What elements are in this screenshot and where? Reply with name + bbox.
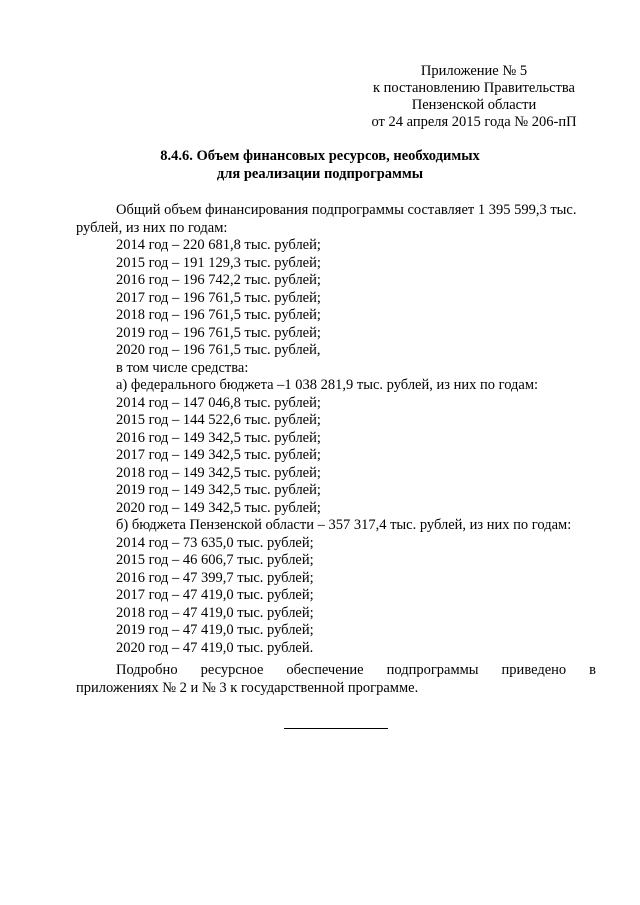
regional-year-line: 2020 год – 47 419,0 тыс. рублей. (116, 639, 314, 656)
regional-year-line: 2017 год – 47 419,0 тыс. рублей; (116, 587, 314, 603)
federal-year-line: 2017 год – 149 342,5 тыс. рублей; (116, 447, 321, 463)
appendix-date: от 24 апреля 2015 года № 206-пП (371, 114, 577, 130)
appendix-region: Пензенской области (411, 97, 537, 113)
intro-line: Общий объем финансирования подпрограммы составляет 1 395 599,3 тыс. (116, 202, 577, 218)
appendix-header (354, 63, 594, 131)
section-title-line-1: 8.4.6. Объем финансовых ресурсов, необходимых (160, 148, 480, 164)
closing-line-2: приложениях № 2 и № 3 к государственной программе. (76, 679, 419, 696)
appendix-number: Приложение № 5 (420, 63, 528, 79)
federal-year-line: 2015 год – 144 522,6 тыс. рублей; (116, 412, 321, 428)
section-title (0, 147, 640, 183)
total-year-line: 2019 год – 196 761,5 тыс. рублей; (116, 324, 321, 341)
total-year-line: 2014 год – 220 681,8 тыс. рублей; (116, 237, 321, 253)
financing-text (76, 202, 596, 657)
total-year-line: 2015 год – 191 129,3 тыс. рублей; (116, 254, 321, 271)
closing-line-1: Подробно ресурсное обеспечение подпрограммы приведено в (116, 662, 596, 678)
section-title-line-2: для реализации подпрограммы (216, 166, 424, 182)
regional-year-line: 2016 год – 47 399,7 тыс. рублей; (116, 569, 314, 586)
total-year-line: 2018 год – 196 761,5 тыс. рублей; (116, 307, 321, 323)
federal-year-line: 2019 год – 149 342,5 тыс. рублей; (116, 482, 321, 498)
federal-year-line: 2020 год – 149 342,5 тыс. рублей; (116, 499, 321, 516)
regional-year-line: 2018 год – 47 419,0 тыс. рублей; (116, 604, 314, 621)
intro-line-continued: рублей, из них по годам: (76, 219, 228, 236)
total-year-line: 2017 год – 196 761,5 тыс. рублей; (116, 289, 321, 306)
end-divider (284, 728, 388, 729)
regional-year-line: 2019 год – 47 419,0 тыс. рублей; (116, 622, 314, 638)
federal-year-line: 2016 год – 149 342,5 тыс. рублей; (116, 429, 321, 446)
regional-year-line: 2014 год – 73 635,0 тыс. рублей; (116, 534, 314, 551)
total-year-line: 2016 год – 196 742,2 тыс. рублей; (116, 272, 321, 288)
total-year-line: 2020 год – 196 761,5 тыс. рублей, (116, 342, 321, 358)
regional-budget-header: б) бюджета Пензенской области – 357 317,4 тыс. рублей, из них по годам: (116, 517, 572, 533)
closing-paragraph (76, 662, 596, 697)
appendix-resolution: к постановлению Правительства (373, 80, 575, 96)
federal-year-line: 2018 год – 149 342,5 тыс. рублей; (116, 464, 321, 481)
regional-year-line: 2015 год – 46 606,7 тыс. рублей; (116, 552, 314, 568)
including-line: в том числе средства: (116, 359, 249, 376)
federal-budget-header: а) федерального бюджета –1 038 281,9 тыс. рублей, из них по годам: (116, 377, 539, 393)
federal-year-line: 2014 год – 147 046,8 тыс. рублей; (116, 394, 321, 411)
